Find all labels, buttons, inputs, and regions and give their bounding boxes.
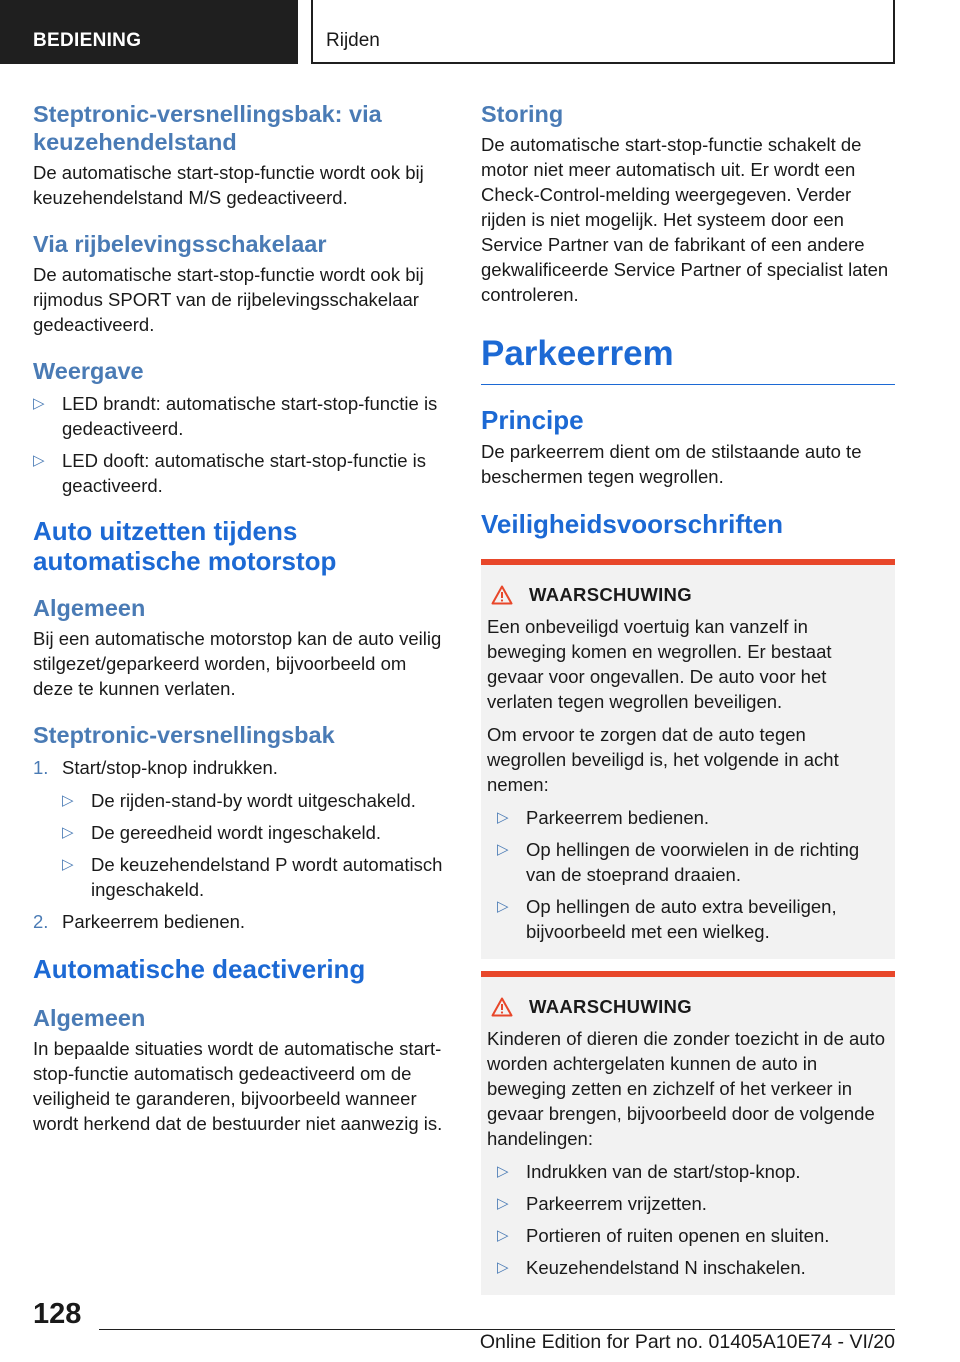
heading-general-1: Algemeen xyxy=(33,595,146,621)
text-fault: De automatische start-stop-functie schakelt de motor niet meer automatisch uit. Er wordt een Check-Control-melding weergegeven. Verder rijden is niet mogelijk. Het systeem door een Service Partner van de fabrikant of een andere gekwalificeerde Service Partner of specialist laten controleren. xyxy=(481,134,889,305)
heading-selector: Steptronic-versnellingsbak: via keuzehendelstand xyxy=(33,101,382,155)
heading-drive-switch: Via rijbelevingsschakelaar xyxy=(33,231,327,257)
list-item: ▷ Indrukken van de start/stop-knop. xyxy=(497,1161,801,1182)
warning-box-2 xyxy=(481,971,895,1295)
heading-steptronic: Steptronic-versnellingsbak xyxy=(33,722,335,748)
heading-general-2: Algemeen xyxy=(33,1005,146,1031)
bullet-triangle-icon: ▷ xyxy=(497,1227,509,1244)
bullet-triangle-icon: ▷ xyxy=(497,1163,509,1180)
footer-edition: Online Edition for Part no. 01405A10E74 - VI/20 xyxy=(479,1331,895,1353)
list-item: ▷ De rijden-stand-by wordt uitgeschakeld. xyxy=(62,790,416,811)
left-column xyxy=(33,100,448,1136)
step-text: Parkeerrem bedienen. xyxy=(62,911,246,932)
warning-text: Kinderen of dieren die zonder toezicht in de auto worden achtergelaten kunnen de auto in beweging zetten en zichzelf of het verkeer in gevaar brengen, bijvoorbeeld door de volgende handelingen: xyxy=(487,1028,886,1149)
text-drive-switch: De automatische start-stop-functie wordt ook bij rijmodus SPORT van de rijbelevingsschakelaar gedeactiveerd. xyxy=(33,264,424,335)
list-item: ▷ Parkeerrem vrijzetten. xyxy=(497,1193,707,1214)
bullet-triangle-icon: ▷ xyxy=(497,809,509,826)
heading-switch-off: Auto uitzetten tijdens automatische motorstop xyxy=(33,516,337,576)
heading-safety: Veiligheidsvoorschriften xyxy=(481,509,783,539)
bullet-triangle-icon: ▷ xyxy=(33,452,45,469)
step-number: 2. xyxy=(33,911,49,932)
warning-text: Om ervoor te zorgen dat de auto tegen wegrollen beveiligd is, het volgende in acht nemen: xyxy=(487,724,839,795)
chapter-label: Rijden xyxy=(326,30,380,51)
list-item: ▷ LED brandt: automatische start-stop-functie is gedeactiveerd. xyxy=(33,393,438,439)
bullet-triangle-icon: ▷ xyxy=(62,792,74,809)
text-general-2: In bepaalde situaties wordt de automatische start-stop-functie automatisch gedeactiveerd om de veiligheid te garanderen, bijvoorbeeld wanneer wordt herkend dat de bestuurder niet aanwezig is. xyxy=(33,1038,443,1134)
warning-box-1 xyxy=(481,559,895,959)
list-item: ▷ Op hellingen de auto extra beveiligen, bijvoorbeeld met een wielkeg. xyxy=(497,896,837,942)
display-list xyxy=(33,391,448,498)
warning-text: Een onbeveiligd voertuig kan vanzelf in beweging komen en wegrollen. Er bestaat gevaar voor ongevallen. De auto voor het verlaten tegen wegrollen beveiligen. xyxy=(487,616,832,712)
step-number: 1. xyxy=(33,757,49,778)
section-label: BEDIENING xyxy=(33,30,142,51)
heading-auto-deactivation: Automatische deactivering xyxy=(33,954,366,984)
right-column xyxy=(481,100,895,1295)
text-selector: De automatische start-stop-functie wordt ook bij keuzehendelstand M/S gedeactiveerd. xyxy=(33,162,424,208)
bullet-triangle-icon: ▷ xyxy=(33,395,45,412)
page-number: 128 xyxy=(33,1298,82,1330)
step-sub-list xyxy=(62,788,448,902)
list-item: ▷ Keuzehendelstand N inschakelen. xyxy=(497,1257,806,1278)
heading-parking-brake: Parkeerrem xyxy=(481,334,674,373)
heading-rule xyxy=(481,384,895,385)
warning-list xyxy=(487,805,889,944)
warning-triangle-icon xyxy=(491,997,513,1017)
section-tab xyxy=(0,0,298,64)
list-item: ▷ LED dooft: automatische start-stop-functie is geactiveerd. xyxy=(33,450,427,496)
heading-principle: Principe xyxy=(481,405,584,435)
bullet-triangle-icon: ▷ xyxy=(497,841,509,858)
warning-title: WAARSCHUWING xyxy=(487,584,889,606)
step-item xyxy=(33,909,448,934)
warning-triangle-icon xyxy=(491,585,513,605)
text-principle: De parkeerrem dient om de stilstaande auto te beschermen tegen wegrollen. xyxy=(481,441,862,487)
chapter-tab xyxy=(311,0,895,64)
bullet-triangle-icon: ▷ xyxy=(62,824,74,841)
steps-list xyxy=(33,755,448,934)
step-item xyxy=(33,755,448,902)
list-item: ▷ Portieren of ruiten openen en sluiten. xyxy=(497,1225,830,1246)
list-item: ▷ Op hellingen de voorwielen in de richting van de stoeprand draaien. xyxy=(497,839,860,885)
list-item: ▷ Parkeerrem bedienen. xyxy=(497,807,710,828)
bullet-triangle-icon: ▷ xyxy=(62,856,74,873)
footer-rule xyxy=(99,1329,895,1330)
warning-title: WAARSCHUWING xyxy=(487,996,889,1018)
text-general-1: Bij een automatische motorstop kan de auto veilig stilgezet/geparkeerd worden, bijvoorbeeld om deze te kunnen verlaten. xyxy=(33,628,442,699)
step-text: Start/stop-knop indrukken. xyxy=(62,757,278,778)
heading-fault: Storing xyxy=(481,101,564,127)
warning-list xyxy=(487,1159,889,1280)
heading-display: Weergave xyxy=(33,358,144,384)
list-item: ▷ De gereedheid wordt ingeschakeld. xyxy=(62,822,382,843)
bullet-triangle-icon: ▷ xyxy=(497,898,509,915)
bullet-triangle-icon: ▷ xyxy=(497,1259,509,1276)
bullet-triangle-icon: ▷ xyxy=(497,1195,509,1212)
list-item: ▷ De keuzehendelstand P wordt automatisch ingeschakeld. xyxy=(62,854,443,900)
